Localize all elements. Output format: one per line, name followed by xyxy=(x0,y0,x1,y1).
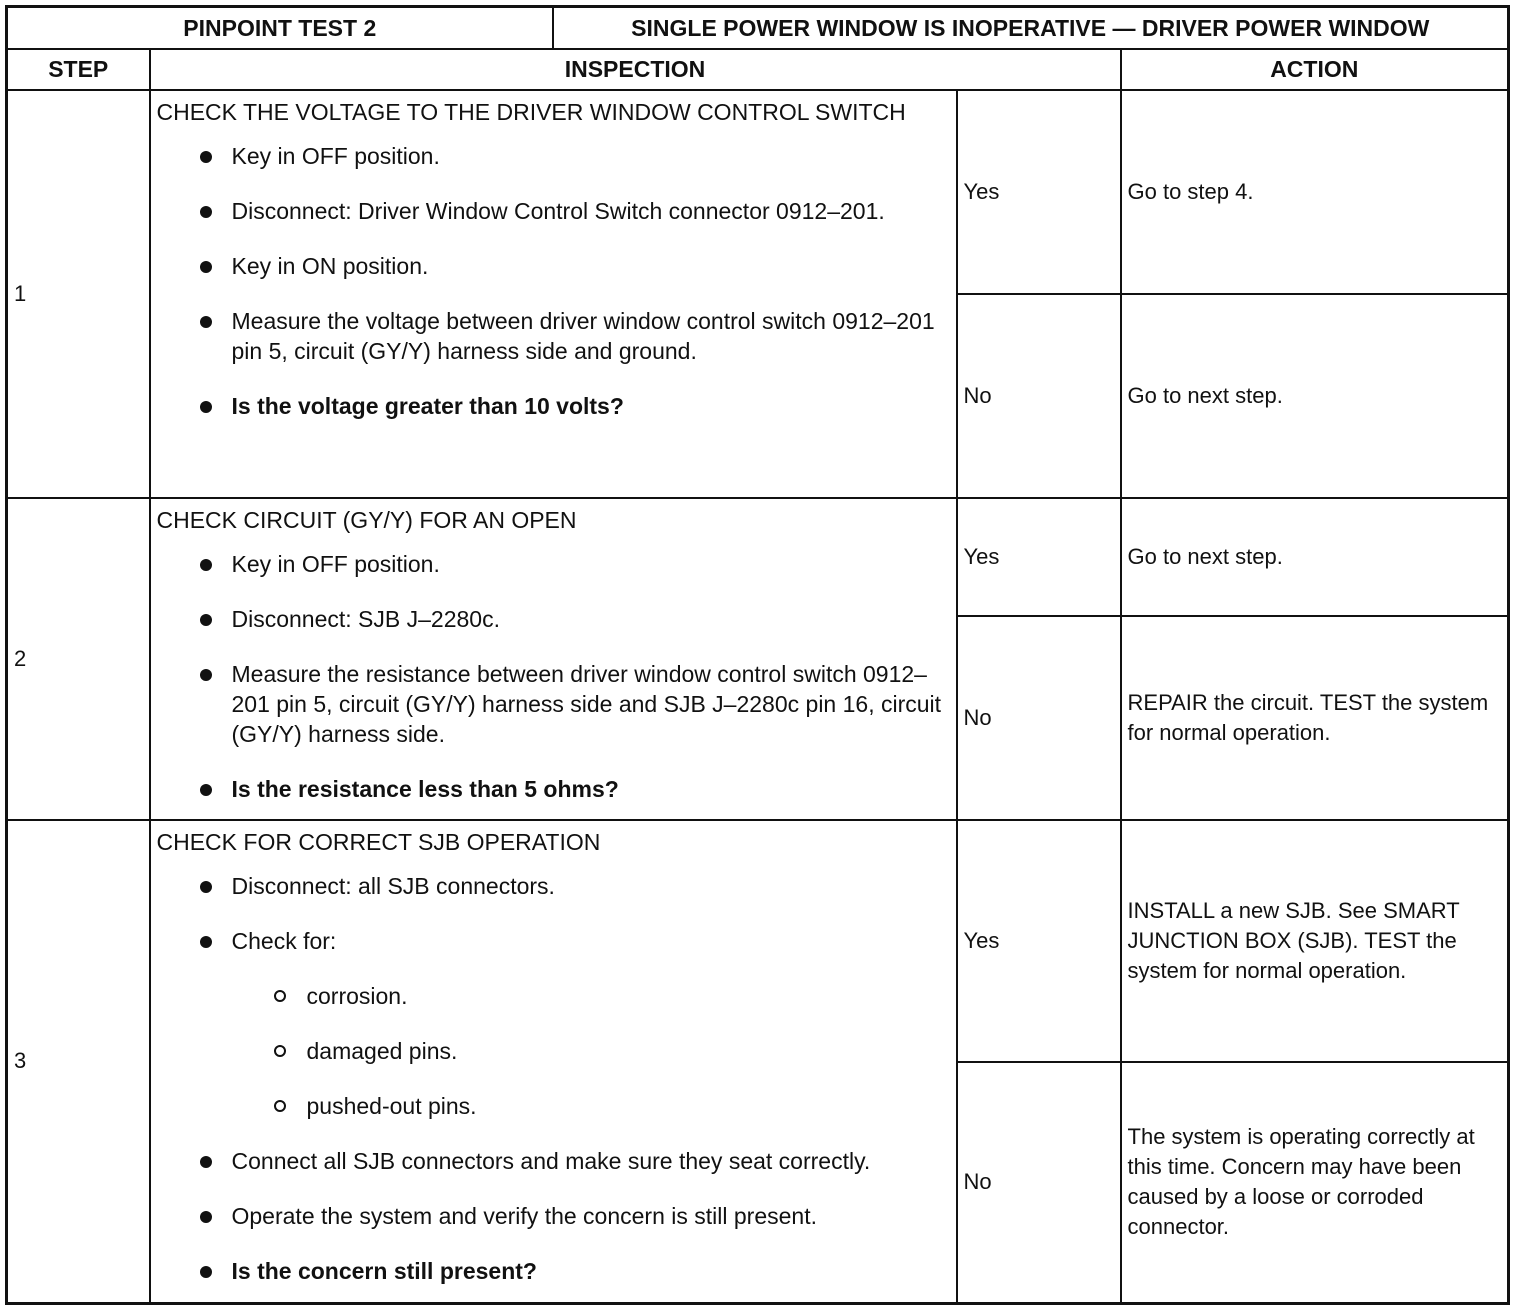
bullet-item xyxy=(157,871,948,901)
yes-label: Yes xyxy=(957,498,1121,616)
step-3-bullets xyxy=(157,871,948,1286)
step-title: CHECK FOR CORRECT SJB OPERATION xyxy=(156,829,601,855)
bullet-text: Measure the voltage between driver window control switch 0912–201 pin 5, circuit (GY/Y) harness side and ground. xyxy=(231,308,935,364)
bullet-icon xyxy=(200,559,212,571)
bullet-question xyxy=(157,774,948,804)
yes-label: Yes xyxy=(957,90,1121,294)
bullet-text: Connect all SJB connectors and make sure they seat correctly. xyxy=(231,1148,871,1174)
bullet-item xyxy=(157,549,948,579)
step-1-inspection xyxy=(150,90,957,498)
yes-action: INSTALL a new SJB. See SMART JUNCTION BOX (SJB). TEST the system for normal operation. xyxy=(1121,820,1509,1062)
sub-bullet-text: corrosion. xyxy=(306,983,408,1009)
sub-bullet-item xyxy=(232,981,948,1011)
test-label: PINPOINT TEST 2 xyxy=(7,7,553,50)
yes-action: Go to next step. xyxy=(1121,498,1509,616)
test-header-row xyxy=(7,7,1509,50)
bullet-question xyxy=(157,391,948,421)
bullet-text: Operate the system and verify the concern is still present. xyxy=(231,1203,817,1229)
column-header-inspection: INSPECTION xyxy=(150,49,1121,90)
no-label: No xyxy=(957,616,1121,820)
bullet-text: Is the voltage greater than 10 volts? xyxy=(231,393,624,419)
step-1-yes-row xyxy=(7,90,1509,294)
circle-bullet-icon xyxy=(274,990,286,1002)
bullet-item xyxy=(157,251,948,281)
bullet-item xyxy=(157,306,948,366)
bullet-item xyxy=(157,196,948,226)
bullet-icon xyxy=(200,401,212,413)
step-number: 3 xyxy=(7,820,150,1303)
step-2-yes-row xyxy=(7,498,1509,616)
bullet-item xyxy=(157,926,948,1121)
bullet-text: Is the resistance less than 5 ohms? xyxy=(231,776,619,802)
step-number: 2 xyxy=(7,498,150,820)
bullet-text: Disconnect: all SJB connectors. xyxy=(231,873,555,899)
bullet-icon xyxy=(200,316,212,328)
sub-bullet-item xyxy=(232,1036,948,1066)
no-action: The system is operating correctly at this time. Concern may have been caused by a loose or corroded connector. xyxy=(1121,1062,1509,1303)
sub-bullet-item xyxy=(232,1091,948,1121)
test-title: SINGLE POWER WINDOW IS INOPERATIVE — DRIVER POWER WINDOW xyxy=(553,7,1509,50)
bullet-text: Check for: xyxy=(231,928,337,954)
bullet-item xyxy=(157,141,948,171)
step-number: 1 xyxy=(7,90,150,498)
bullet-icon xyxy=(200,261,212,273)
step-title: CHECK CIRCUIT (GY/Y) FOR AN OPEN xyxy=(156,507,577,533)
bullet-icon xyxy=(200,206,212,218)
bullet-item xyxy=(157,1201,948,1231)
yes-action: Go to step 4. xyxy=(1121,90,1509,294)
circle-bullet-icon xyxy=(274,1100,286,1112)
bullet-item xyxy=(157,1146,948,1176)
step-1-bullets xyxy=(157,141,948,421)
bullet-icon xyxy=(200,881,212,893)
yes-label: Yes xyxy=(957,820,1121,1062)
sub-bullet-text: damaged pins. xyxy=(306,1038,458,1064)
step-3-yes-row xyxy=(7,820,1509,1062)
bullet-icon xyxy=(200,1211,212,1223)
no-label: No xyxy=(957,1062,1121,1303)
bullet-icon xyxy=(200,614,212,626)
bullet-item xyxy=(157,659,948,749)
bullet-text: Key in ON position. xyxy=(231,253,429,279)
bullet-text: Disconnect: SJB J–2280c. xyxy=(231,606,500,632)
bullet-icon xyxy=(200,936,212,948)
no-label: No xyxy=(957,294,1121,498)
step-3-inspection xyxy=(150,820,957,1303)
pinpoint-test-table xyxy=(5,5,1510,1305)
bullet-text: Key in OFF position. xyxy=(231,143,440,169)
step-title: CHECK THE VOLTAGE TO THE DRIVER WINDOW CONTROL SWITCH xyxy=(156,99,906,125)
column-header-row xyxy=(7,49,1509,90)
bullet-icon xyxy=(200,151,212,163)
column-header-step: STEP xyxy=(7,49,150,90)
bullet-icon xyxy=(200,784,212,796)
sub-bullet-text: pushed-out pins. xyxy=(306,1093,477,1119)
column-header-action: ACTION xyxy=(1121,49,1509,90)
bullet-text: Disconnect: Driver Window Control Switch connector 0912–201. xyxy=(231,198,885,224)
sub-bullets xyxy=(232,981,948,1121)
no-action: REPAIR the circuit. TEST the system for normal operation. xyxy=(1121,616,1509,820)
bullet-text: Is the concern still present? xyxy=(231,1258,537,1284)
bullet-item xyxy=(157,604,948,634)
bullet-question xyxy=(157,1256,948,1286)
bullet-icon xyxy=(200,669,212,681)
bullet-icon xyxy=(200,1156,212,1168)
step-2-inspection xyxy=(150,498,957,820)
circle-bullet-icon xyxy=(274,1045,286,1057)
bullet-icon xyxy=(200,1266,212,1278)
bullet-text: Measure the resistance between driver window control switch 0912–201 pin 5, circuit (GY/Y) harness side and SJB J–2280c pin 16, circuit (GY/Y) harness side. xyxy=(231,661,942,747)
step-2-bullets xyxy=(157,549,948,804)
bullet-text: Key in OFF position. xyxy=(231,551,440,577)
no-action: Go to next step. xyxy=(1121,294,1509,498)
